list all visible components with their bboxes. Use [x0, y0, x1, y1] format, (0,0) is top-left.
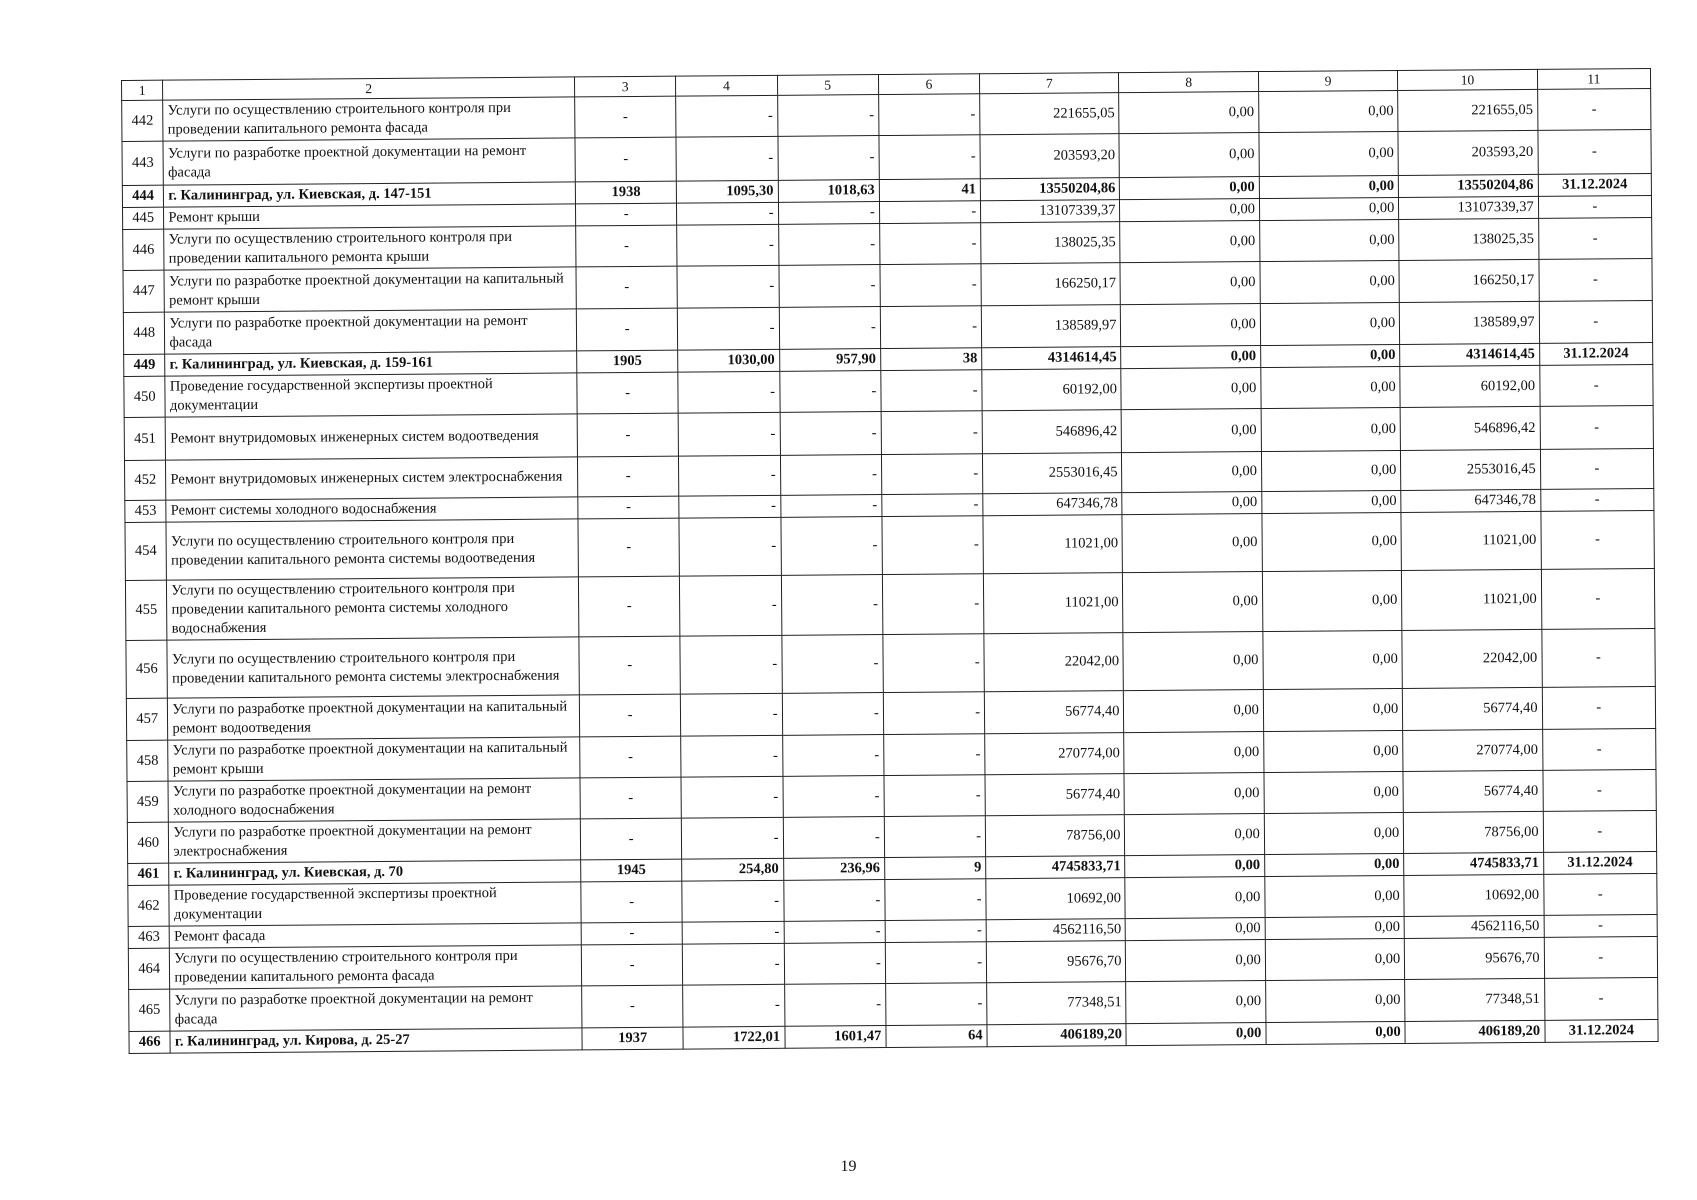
- area-living-cell: 1601,47: [784, 1026, 885, 1049]
- row-number-cell: 448: [123, 312, 165, 354]
- description-cell: Услуги по разработке проектной документации на капитальный ремонт крыши: [168, 737, 580, 781]
- fund-cell: 0,00: [1121, 346, 1261, 369]
- column-number: 1: [122, 80, 164, 100]
- owners-cell: 270774,00: [1403, 729, 1543, 771]
- description-cell: Проведение государственной экспертизы проектной документации: [165, 373, 577, 417]
- deadline-cell: -: [1537, 88, 1651, 130]
- description-cell: Услуги по разработке проектной документации на ремонт холодного водоснабжения: [168, 778, 580, 822]
- deadline-cell: -: [1538, 195, 1652, 218]
- cost-total-cell: 11021,00: [983, 515, 1123, 574]
- row-number-cell: 457: [126, 698, 168, 740]
- cost-total-cell: 138589,97: [981, 305, 1121, 348]
- deadline-cell: -: [1539, 364, 1653, 406]
- description-cell: Услуги по разработке проектной документации на капитальный ремонт водоотведения: [168, 695, 580, 740]
- fund-cell: 0,00: [1124, 690, 1264, 733]
- deadline-cell: -: [1538, 129, 1652, 174]
- owners-cell: 13107339,37: [1399, 196, 1539, 219]
- budget-cell: 0,00: [1265, 875, 1405, 917]
- cost-total-cell: 166250,17: [981, 263, 1121, 306]
- fund-cell: 0,00: [1125, 855, 1265, 878]
- residents-cell: 64: [886, 1025, 987, 1048]
- year-cell: -: [577, 372, 679, 414]
- cost-total-cell: 647346,78: [983, 493, 1123, 516]
- area-total-cell: -: [676, 95, 778, 137]
- budget-cell: 0,00: [1263, 630, 1403, 689]
- area-total-cell: -: [681, 693, 783, 736]
- deadline-cell: -: [1541, 628, 1655, 687]
- description-cell: Услуги по разработке проектной документации на ремонт фасада: [165, 309, 577, 354]
- owners-cell: 138025,35: [1399, 218, 1539, 260]
- owners-cell: 78756,00: [1404, 811, 1544, 853]
- area-total-cell: -: [678, 371, 780, 413]
- year-cell: -: [581, 881, 683, 923]
- area-total-cell: -: [679, 455, 781, 496]
- residents-cell: -: [885, 983, 987, 1026]
- row-number-cell: 464: [128, 948, 170, 989]
- area-living-cell: -: [782, 735, 884, 777]
- deadline-cell: -: [1543, 873, 1657, 915]
- deadline-cell: -: [1544, 977, 1658, 1020]
- cost-total-cell: 203593,20: [980, 134, 1120, 179]
- cost-total-cell: 13107339,37: [981, 200, 1121, 223]
- fund-cell: 0,00: [1121, 304, 1261, 347]
- deadline-cell: -: [1540, 488, 1654, 511]
- area-total-cell: -: [678, 412, 780, 456]
- page-number: 19: [840, 1158, 857, 1175]
- deadline-cell: 31.12.2024: [1539, 342, 1653, 365]
- works-table: [121, 68, 1659, 1054]
- area-total-cell: -: [680, 635, 782, 694]
- area-total-cell: -: [683, 984, 785, 1027]
- owners-cell: 647346,78: [1401, 489, 1541, 512]
- area-total-cell: -: [677, 224, 779, 266]
- column-number: 4: [676, 75, 777, 96]
- area-total-cell: -: [676, 136, 778, 181]
- deadline-cell: -: [1544, 914, 1658, 937]
- area-living-cell: -: [778, 202, 879, 225]
- row-number-cell: 458: [127, 740, 169, 781]
- fund-cell: 0,00: [1120, 262, 1260, 305]
- description-cell: Проведение государственной экспертизы проектной документации: [169, 882, 581, 926]
- cost-total-cell: 95676,70: [986, 941, 1126, 983]
- description-cell: Услуги по разработке проектной документации на капитальный ремонт крыши: [164, 267, 576, 312]
- area-total-cell: -: [682, 880, 784, 922]
- deadline-cell: -: [1539, 258, 1653, 301]
- column-number: 3: [575, 76, 676, 97]
- cost-total-cell: 4745833,71: [986, 856, 1126, 879]
- owners-cell: 56774,40: [1403, 770, 1543, 812]
- area-living-cell: -: [784, 984, 886, 1027]
- area-total-cell: -: [677, 265, 779, 308]
- fund-cell: 0,00: [1126, 940, 1266, 982]
- cost-total-cell: 4562116,50: [986, 919, 1126, 942]
- owners-cell: 4745833,71: [1404, 852, 1544, 875]
- row-number-cell: 447: [123, 270, 165, 312]
- residents-cell: -: [885, 879, 987, 921]
- row-number-cell: 452: [124, 460, 166, 500]
- budget-cell: 0,00: [1265, 979, 1405, 1022]
- budget-cell: 0,00: [1265, 938, 1405, 980]
- row-number-cell: 454: [125, 522, 167, 580]
- area-total-cell: 1722,01: [683, 1026, 784, 1049]
- cost-total-cell: 221655,05: [980, 93, 1120, 135]
- fund-cell: 0,00: [1124, 773, 1264, 815]
- owners-cell: 56774,40: [1403, 687, 1543, 730]
- area-total-cell: -: [682, 921, 783, 944]
- area-total-cell: -: [682, 817, 784, 859]
- fund-cell: 0,00: [1122, 452, 1262, 493]
- owners-cell: 166250,17: [1399, 259, 1539, 302]
- owners-cell: 4562116,50: [1404, 915, 1544, 938]
- residents-cell: -: [881, 370, 983, 412]
- budget-cell: 0,00: [1261, 407, 1401, 451]
- fund-cell: 0,00: [1123, 632, 1263, 691]
- budget-cell: 0,00: [1264, 771, 1404, 813]
- year-cell: -: [578, 518, 680, 577]
- area-total-cell: -: [679, 495, 780, 518]
- residents-cell: -: [883, 692, 985, 735]
- year-cell: -: [582, 985, 684, 1028]
- budget-cell: 0,00: [1260, 302, 1400, 345]
- owners-cell: 4314614,45: [1400, 343, 1540, 366]
- year-cell: -: [581, 944, 683, 986]
- fund-cell: 0,00: [1125, 814, 1265, 856]
- owners-cell: 22042,00: [1402, 629, 1542, 688]
- row-number-cell: 442: [122, 100, 164, 141]
- budget-cell: 0,00: [1262, 490, 1402, 513]
- owners-cell: 11021,00: [1402, 569, 1542, 630]
- column-number: 2: [163, 77, 575, 100]
- area-living-cell: -: [779, 307, 881, 350]
- description-cell: Услуги по разработке проектной документации на ремонт фасада: [163, 138, 575, 185]
- residents-cell: -: [879, 223, 981, 265]
- budget-cell: 0,00: [1264, 812, 1404, 854]
- column-number: 5: [777, 75, 878, 96]
- fund-cell: 0,00: [1120, 221, 1260, 263]
- document-sheet: [121, 68, 1659, 1054]
- area-living-cell: -: [778, 136, 880, 181]
- year-cell: -: [578, 576, 680, 637]
- row-number-cell: 445: [123, 207, 165, 229]
- year-cell: -: [575, 96, 677, 138]
- column-number: 8: [1119, 72, 1259, 93]
- description-cell: Услуги по осуществлению строительного контроля при проведении капитального ремонта фасада: [163, 97, 575, 141]
- owners-cell: 138589,97: [1400, 301, 1540, 344]
- year-cell: -: [576, 203, 677, 226]
- area-living-cell: -: [777, 95, 879, 137]
- year-cell: -: [577, 456, 679, 497]
- cost-total-cell: 4314614,45: [982, 347, 1122, 370]
- deadline-cell: -: [1544, 936, 1658, 978]
- description-cell: г. Калининград, ул. Кирова, д. 25-27: [170, 1028, 582, 1053]
- budget-cell: 0,00: [1265, 916, 1405, 939]
- budget-cell: 0,00: [1258, 90, 1398, 132]
- area-total-cell: -: [681, 735, 783, 777]
- area-total-cell: -: [683, 943, 785, 985]
- year-cell: -: [576, 266, 678, 309]
- row-number-cell: 455: [125, 580, 167, 640]
- column-number: 7: [980, 73, 1120, 94]
- owners-cell: 77348,51: [1405, 978, 1545, 1021]
- cost-total-cell: 77348,51: [987, 982, 1127, 1025]
- cost-total-cell: 2553016,45: [983, 453, 1123, 494]
- area-living-cell: 1018,63: [778, 180, 879, 203]
- area-living-cell: -: [779, 265, 881, 308]
- cost-total-cell: 78756,00: [985, 815, 1125, 857]
- budget-cell: 0,00: [1261, 366, 1401, 408]
- fund-cell: 0,00: [1126, 1023, 1266, 1046]
- year-cell: -: [575, 137, 677, 182]
- deadline-cell: -: [1542, 728, 1656, 770]
- year-cell: -: [580, 818, 682, 860]
- residents-cell: 38: [880, 348, 981, 371]
- fund-cell: 0,00: [1122, 514, 1262, 573]
- residents-cell: -: [882, 516, 984, 575]
- column-number: 11: [1537, 68, 1651, 89]
- residents-cell: 9: [884, 857, 985, 880]
- owners-cell: 13550204,86: [1399, 174, 1539, 197]
- deadline-cell: -: [1543, 769, 1657, 811]
- deadline-cell: -: [1543, 810, 1657, 852]
- fund-cell: 0,00: [1121, 368, 1261, 410]
- year-cell: 1945: [581, 859, 682, 882]
- area-total-cell: 1030,00: [678, 349, 779, 372]
- budget-cell: 0,00: [1260, 344, 1400, 367]
- description-cell: Ремонт внутридомовых инженерных систем электроснабжения: [166, 457, 578, 500]
- cost-total-cell: 406189,20: [987, 1024, 1127, 1047]
- year-cell: -: [579, 694, 681, 737]
- row-number-cell: 450: [124, 376, 166, 417]
- owners-cell: 203593,20: [1398, 130, 1538, 175]
- description-cell: Услуги по осуществлению строительного контроля при проведении капитального ремонта крыши: [164, 226, 576, 270]
- description-cell: Услуги по осуществлению строительного контроля при проведении капитального ремонта системы водоотведения: [166, 519, 578, 580]
- budget-cell: 0,00: [1259, 197, 1399, 220]
- area-total-cell: -: [678, 307, 780, 350]
- year-cell: 1905: [577, 350, 678, 373]
- deadline-cell: 31.12.2024: [1545, 1019, 1659, 1042]
- budget-cell: 0,00: [1259, 175, 1399, 198]
- residents-cell: -: [882, 574, 984, 635]
- description-cell: Ремонт фасада: [170, 923, 582, 948]
- fund-cell: 0,00: [1119, 92, 1259, 134]
- area-living-cell: -: [783, 776, 885, 818]
- description-cell: г. Калининград, ул. Киевская, д. 147-151: [164, 182, 576, 207]
- row-number-cell: 453: [125, 500, 167, 522]
- residents-cell: -: [878, 94, 980, 136]
- area-living-cell: -: [780, 495, 881, 518]
- row-number-cell: 460: [127, 822, 169, 863]
- cost-total-cell: 56774,40: [984, 691, 1124, 734]
- area-total-cell: 1095,30: [677, 180, 778, 203]
- column-number: 10: [1398, 69, 1538, 90]
- owners-cell: 546896,42: [1400, 406, 1540, 450]
- residents-cell: -: [881, 454, 983, 495]
- description-cell: Ремонт системы холодного водоснабжения: [166, 497, 578, 522]
- row-number-cell: 461: [128, 863, 170, 885]
- owners-cell: 2553016,45: [1401, 449, 1541, 490]
- deadline-cell: -: [1539, 300, 1653, 343]
- year-cell: -: [580, 736, 682, 778]
- year-cell: 1938: [575, 181, 676, 204]
- area-total-cell: -: [679, 517, 781, 576]
- row-number-cell: 444: [122, 185, 164, 207]
- deadline-cell: 31.12.2024: [1543, 851, 1657, 874]
- description-cell: Услуги по осуществлению строительного контроля при проведении капитального ремонта системы электроснабжения: [167, 637, 579, 698]
- area-living-cell: 957,90: [779, 349, 880, 372]
- description-cell: Услуги по осуществлению строительного контроля при проведении капитального ремонта фасада: [170, 945, 582, 989]
- deadline-cell: -: [1542, 686, 1656, 729]
- budget-cell: 0,00: [1260, 260, 1400, 303]
- residents-cell: -: [884, 775, 986, 817]
- owners-cell: 11021,00: [1401, 511, 1541, 570]
- cost-total-cell: 22042,00: [984, 633, 1124, 692]
- row-number-cell: 462: [128, 885, 170, 926]
- fund-cell: 0,00: [1124, 732, 1264, 774]
- fund-cell: 0,00: [1123, 572, 1263, 633]
- area-living-cell: -: [778, 224, 880, 266]
- residents-cell: -: [879, 135, 981, 180]
- residents-cell: -: [884, 816, 986, 858]
- area-living-cell: -: [782, 693, 884, 736]
- deadline-cell: -: [1540, 405, 1654, 449]
- year-cell: -: [579, 636, 681, 695]
- row-number-cell: 466: [129, 1031, 171, 1053]
- residents-cell: -: [882, 494, 983, 517]
- budget-cell: 0,00: [1259, 219, 1399, 261]
- area-total-cell: -: [677, 202, 778, 225]
- fund-cell: 0,00: [1126, 918, 1266, 941]
- year-cell: -: [578, 496, 679, 519]
- residents-cell: -: [880, 264, 982, 307]
- cost-total-cell: 11021,00: [983, 573, 1123, 634]
- area-living-cell: -: [783, 880, 885, 922]
- year-cell: -: [581, 922, 682, 945]
- residents-cell: -: [885, 942, 987, 984]
- cost-total-cell: 13550204,86: [980, 178, 1120, 201]
- area-living-cell: -: [784, 921, 885, 944]
- year-cell: -: [577, 413, 679, 457]
- residents-cell: -: [883, 734, 985, 776]
- area-total-cell: 254,80: [682, 858, 783, 881]
- row-number-cell: 446: [123, 229, 165, 270]
- area-living-cell: -: [780, 412, 882, 456]
- budget-cell: 0,00: [1262, 570, 1402, 631]
- owners-cell: 60192,00: [1400, 365, 1540, 407]
- deadline-cell: -: [1541, 568, 1655, 629]
- owners-cell: 406189,20: [1405, 1020, 1545, 1043]
- description-cell: г. Калининград, ул. Киевская, д. 159-161: [165, 351, 577, 376]
- year-cell: -: [580, 777, 682, 819]
- row-number-cell: 449: [124, 354, 166, 376]
- fund-cell: 0,00: [1119, 133, 1259, 178]
- description-cell: Услуги по разработке проектной документации на ремонт электроснабжения: [169, 819, 581, 863]
- budget-cell: 0,00: [1264, 730, 1404, 772]
- budget-cell: 0,00: [1264, 853, 1404, 876]
- deadline-cell: 31.12.2024: [1538, 173, 1652, 196]
- fund-cell: 0,00: [1122, 409, 1262, 453]
- budget-cell: 0,00: [1263, 688, 1403, 731]
- area-living-cell: -: [779, 371, 881, 413]
- row-number-cell: 443: [122, 141, 164, 185]
- row-number-cell: 465: [129, 989, 171, 1031]
- cost-total-cell: 56774,40: [985, 774, 1125, 816]
- row-number-cell: 459: [127, 781, 169, 822]
- fund-cell: 0,00: [1122, 492, 1262, 515]
- budget-cell: 0,00: [1266, 1021, 1406, 1044]
- description-cell: Услуги по осуществлению строительного контроля при проведении капитального ремонта системы холодного водоснабжения: [167, 577, 579, 640]
- area-living-cell: 236,96: [783, 858, 884, 881]
- cost-total-cell: 60192,00: [982, 369, 1122, 411]
- residents-cell: -: [879, 201, 980, 224]
- year-cell: -: [576, 225, 678, 267]
- area-living-cell: -: [781, 635, 883, 694]
- area-living-cell: -: [784, 943, 886, 985]
- deadline-cell: -: [1538, 217, 1652, 259]
- year-cell: 1937: [582, 1027, 683, 1050]
- deadline-cell: -: [1540, 448, 1654, 489]
- fund-cell: 0,00: [1120, 199, 1260, 222]
- cost-total-cell: 138025,35: [981, 222, 1121, 264]
- owners-cell: 95676,70: [1405, 937, 1545, 979]
- area-living-cell: -: [783, 817, 885, 859]
- area-living-cell: -: [780, 455, 882, 496]
- residents-cell: -: [885, 920, 986, 943]
- area-living-cell: -: [781, 517, 883, 576]
- area-living-cell: -: [781, 575, 883, 636]
- budget-cell: 0,00: [1261, 450, 1401, 491]
- fund-cell: 0,00: [1125, 877, 1265, 919]
- deadline-cell: -: [1541, 510, 1655, 569]
- cost-total-cell: 10692,00: [986, 878, 1126, 920]
- cost-total-cell: 546896,42: [982, 410, 1122, 454]
- description-cell: Ремонт внутридомовых инженерных систем водоотведения: [166, 414, 578, 460]
- budget-cell: 0,00: [1259, 131, 1399, 176]
- residents-cell: 41: [879, 179, 980, 202]
- row-number-cell: 456: [126, 640, 168, 698]
- row-number-cell: 451: [124, 417, 166, 460]
- description-cell: г. Калининград, ул. Киевская, д. 70: [169, 860, 581, 885]
- cost-total-cell: 270774,00: [985, 733, 1125, 775]
- residents-cell: -: [881, 411, 983, 455]
- residents-cell: -: [880, 306, 982, 349]
- description-cell: Услуги по разработке проектной документации на ремонт фасада: [170, 986, 582, 1031]
- fund-cell: 0,00: [1126, 981, 1266, 1024]
- owners-cell: 221655,05: [1398, 89, 1538, 131]
- column-number: 9: [1258, 70, 1398, 91]
- description-cell: Ремонт крыши: [164, 204, 576, 229]
- fund-cell: 0,00: [1120, 177, 1260, 200]
- area-total-cell: -: [680, 575, 782, 636]
- budget-cell: 0,00: [1262, 512, 1402, 571]
- area-total-cell: -: [681, 776, 783, 818]
- owners-cell: 10692,00: [1404, 874, 1544, 916]
- residents-cell: -: [883, 634, 985, 693]
- row-number-cell: 463: [128, 926, 170, 948]
- year-cell: -: [576, 308, 678, 351]
- column-number: 6: [878, 74, 979, 95]
